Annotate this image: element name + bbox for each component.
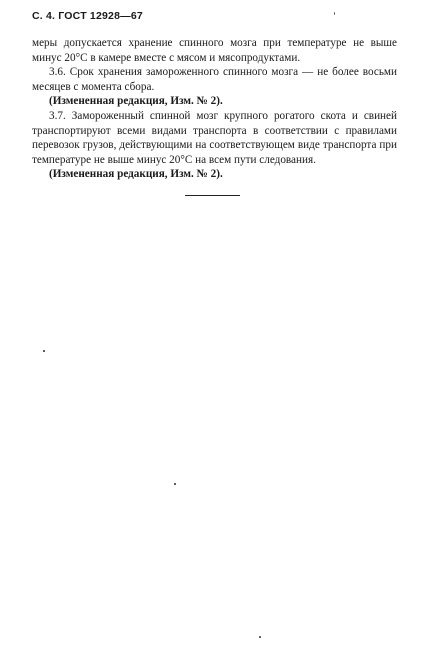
end-separator-line <box>185 195 240 196</box>
paragraph-continuation: меры допускается хранение спинного мозга при температуре не выше минус 20°С в камере вместе с мясом и мясопродуктами. <box>32 37 397 64</box>
scan-speck <box>334 12 335 15</box>
document-body <box>32 36 397 182</box>
scan-speck <box>43 350 45 352</box>
paragraph-3-7: 3.7. Замороженный спинной мозг крупного рогатого скота и свиней транспортируют всеми видами транспорта в соответствии с правилами перевозок грузов, действующими на соответствующем виде транспорта при температуре не выше минус 20°С на всем пути следования. <box>32 109 397 166</box>
scan-speck <box>174 483 176 485</box>
scan-speck <box>259 636 261 638</box>
amendment-note: (Измененная редакция, Изм. № 2). <box>49 95 223 108</box>
page-header: С. 4. ГОСТ 12928—67 <box>32 10 143 22</box>
amendment-note: (Измененная редакция, Изм. № 2). <box>49 168 223 181</box>
paragraph-3-6: 3.6. Срок хранения замороженного спинного мозга — не более восьми месяцев с момента сбора. <box>32 66 397 93</box>
